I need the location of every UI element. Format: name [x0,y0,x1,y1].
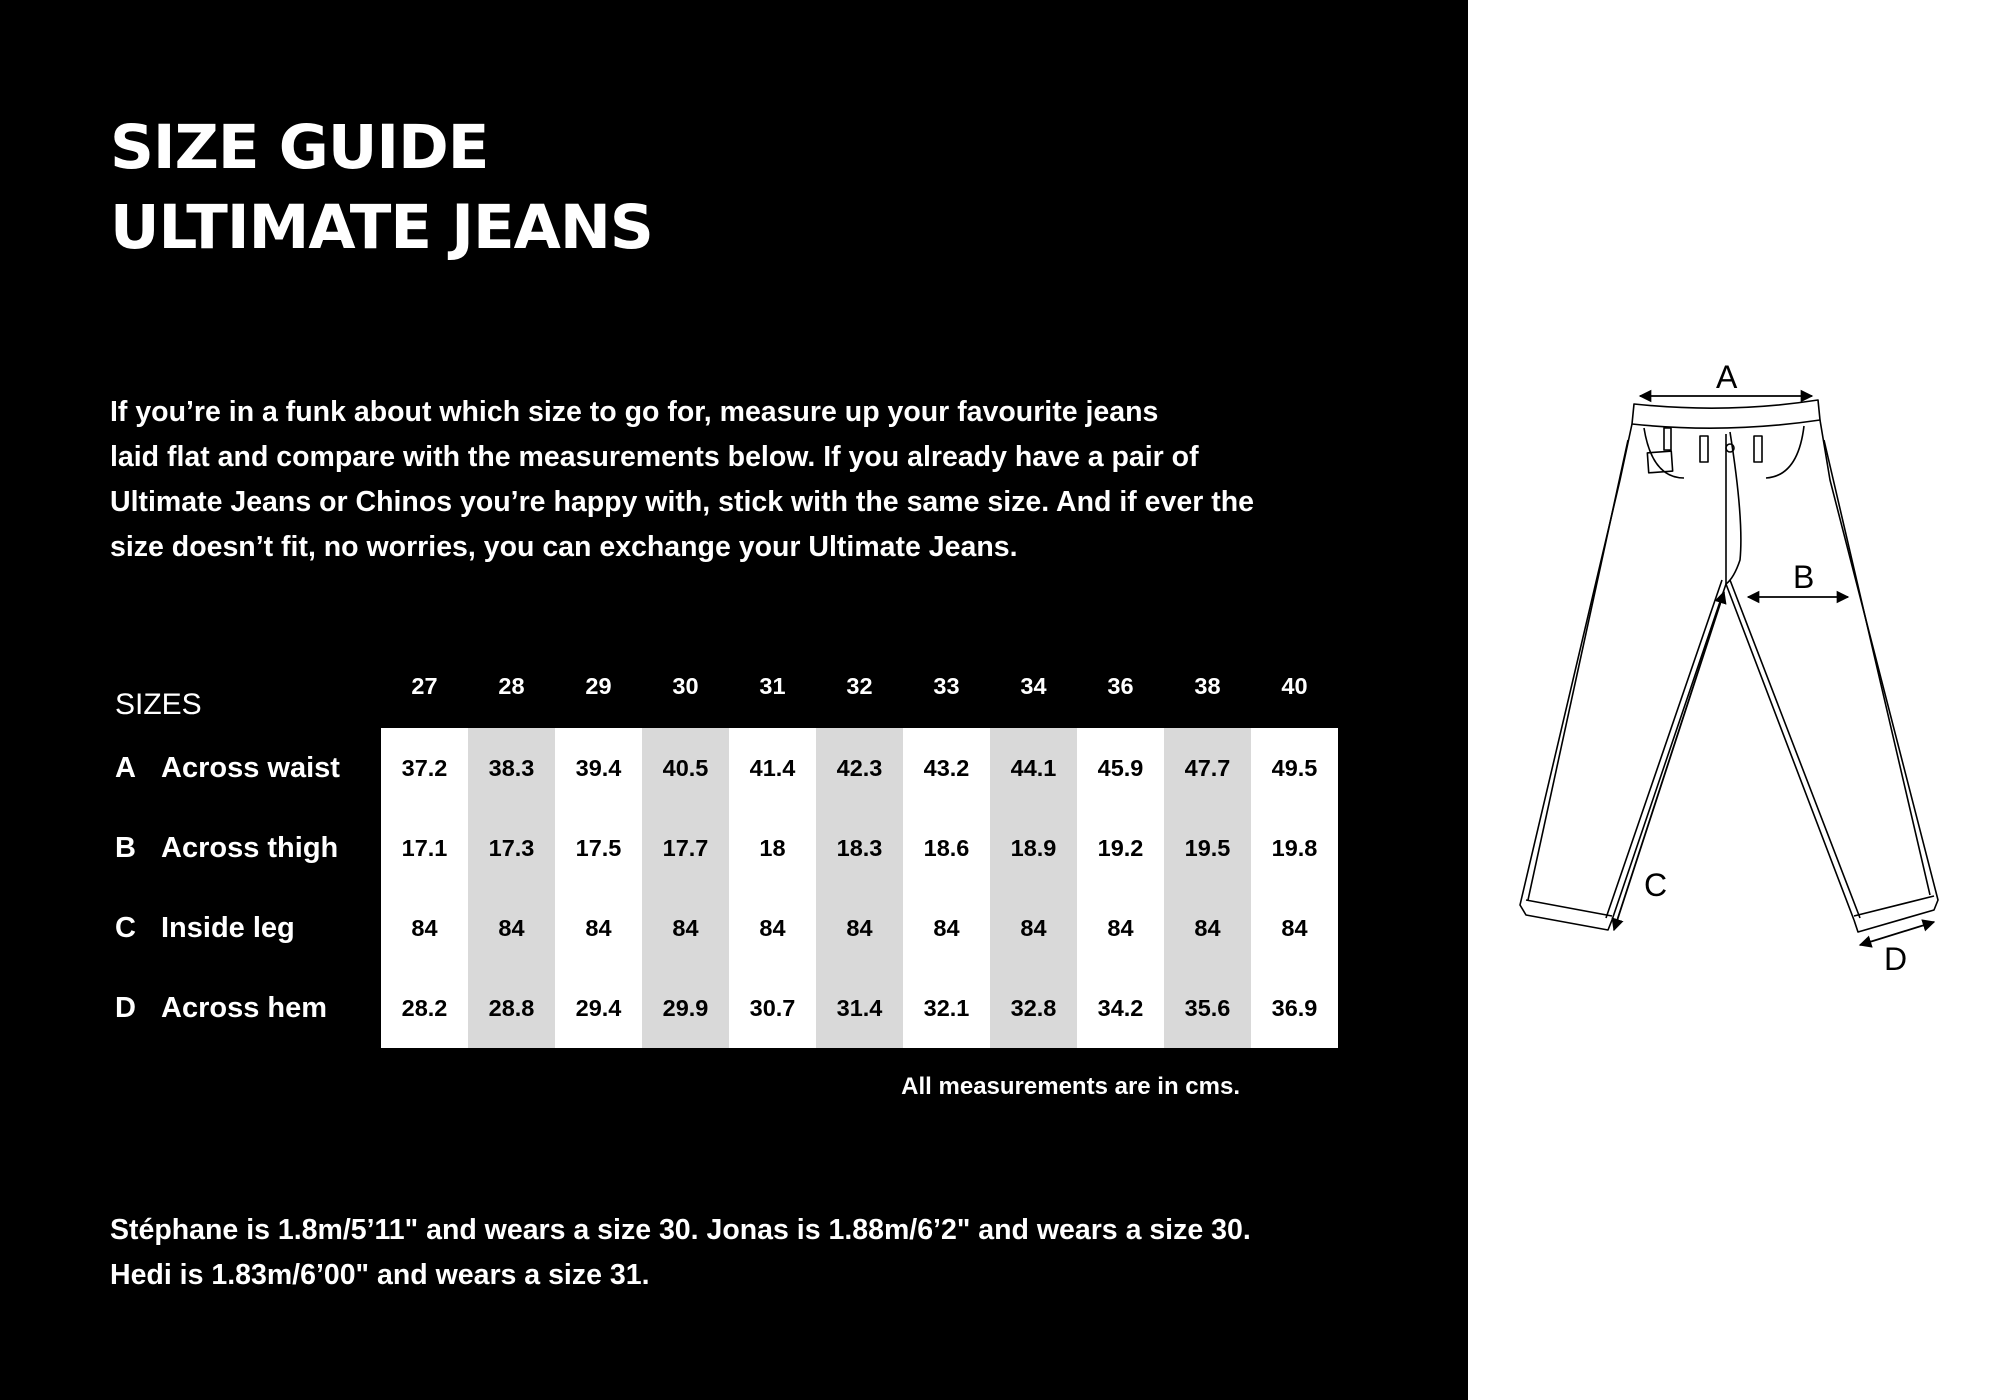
intro-line: laid flat and compare with the measurements below. If you already have a pair of [110,441,1199,473]
measure-c-arrow [1614,592,1724,930]
jeans-measurement-diagram-icon [1468,0,2000,1400]
size-header-34: 34 [1020,673,1047,699]
measurement-cell: 40.5 [662,755,709,781]
size-column-34 [990,728,1077,1048]
measurement-cell: 45.9 [1097,755,1144,781]
measurement-cell: 17.3 [488,835,535,861]
jeans-diagram [1468,0,2000,1400]
measurement-cell: 18.3 [836,835,883,861]
measurement-name: Inside leg [161,912,295,944]
size-column-30 [642,728,729,1048]
measurement-cell: 84 [1107,915,1134,941]
size-header-30: 30 [672,673,699,699]
intro-line: size doesn’t fit, no worries, you can exchange your Ultimate Jeans. [110,531,1018,563]
measurement-cell: 49.5 [1271,755,1318,781]
measurement-name: Across waist [161,752,340,784]
measurement-name: Across thigh [161,832,339,864]
size-column-28 [468,728,555,1048]
size-column-33 [903,728,990,1048]
size-column-27 [381,728,468,1048]
measurement-letter: A [115,752,136,784]
measurement-cell: 84 [1020,915,1047,941]
size-header-28: 28 [498,673,525,699]
measurement-cell: 43.2 [923,755,970,781]
measurement-cell: 84 [498,915,525,941]
measurement-cell: 17.1 [401,835,448,861]
measurement-cell: 28.2 [401,995,448,1021]
label-b: B [1793,559,1815,595]
size-header-27: 27 [411,673,438,699]
measurement-grid [381,728,1338,1048]
measurement-cell: 19.2 [1097,835,1144,861]
size-column-38 [1164,728,1251,1048]
measurement-cell: 28.8 [488,995,535,1021]
measurement-cell: 84 [759,915,786,941]
page-title [110,108,653,268]
measurement-cell: 31.4 [836,995,883,1021]
measurement-cell: 42.3 [836,755,883,781]
intro-text [110,390,1310,570]
measurement-cell: 29.4 [575,995,622,1021]
measurement-cell: 17.5 [575,835,622,861]
measurement-cell: 37.2 [401,755,448,781]
measurement-labels [110,728,340,1048]
size-column-40 [1251,728,1338,1048]
measurement-cell: 30.7 [749,995,796,1021]
measurement-cell: 36.9 [1271,995,1318,1021]
measurement-cell: 84 [411,915,438,941]
size-header-38: 38 [1194,673,1221,699]
measurement-cell: 84 [1194,915,1221,941]
measurement-cell: 84 [585,915,612,941]
measurement-cell: 84 [933,915,960,941]
measurement-cell: 32.1 [923,995,970,1021]
measurement-cell: 29.9 [662,995,709,1021]
size-header-40: 40 [1281,673,1308,699]
model-sizes [110,1208,1251,1298]
measurement-cell: 32.8 [1010,995,1057,1021]
size-header-row [381,660,1338,712]
intro-line: Ultimate Jeans or Chinos you’re happy with, stick with the same size. And if ever the [110,486,1254,518]
measurement-cell: 19.5 [1184,835,1231,861]
size-column-29 [555,728,642,1048]
measurement-cell: 18.9 [1010,835,1057,861]
size-column-31 [729,728,816,1048]
measurement-cell: 84 [1281,915,1308,941]
measurement-label-c [110,888,340,968]
measurement-letter: B [115,832,136,864]
intro-line: If you’re in a funk about which size to go for, measure up your favourite jeans [110,396,1159,428]
size-header-29: 29 [585,673,612,699]
measurement-label-a [110,728,340,808]
measurement-arrows [1614,396,1934,945]
measurement-letter: C [115,912,136,944]
jeans-outline [1520,400,1938,932]
size-column-36 [1077,728,1164,1048]
measurement-cell: 47.7 [1184,755,1231,781]
label-c: C [1644,867,1668,903]
model-line: Stéphane is 1.8m/5’11" and wears a size 30. Jonas is 1.88m/6’2" and wears a size 30. [110,1214,1251,1246]
measurement-cell: 19.8 [1271,835,1318,861]
measurement-cell: 39.4 [575,755,622,781]
measurement-cell: 84 [672,915,699,941]
measurement-cell: 84 [846,915,873,941]
size-header-33: 33 [933,673,960,699]
measurement-cell: 38.3 [488,755,535,781]
size-header-36: 36 [1107,673,1134,699]
measurement-cell: 18.6 [923,835,970,861]
size-header-32: 32 [846,673,873,699]
measurement-cell: 18 [759,835,786,861]
size-column-32 [816,728,903,1048]
units-note: All measurements are in cms. [901,1073,1240,1100]
title-line-2: ULTIMATE JEANS [110,192,653,263]
label-d: D [1884,941,1908,977]
measurement-label-d [110,968,340,1048]
label-a: A [1716,359,1738,395]
measurement-cell: 35.6 [1184,995,1231,1021]
measurement-name: Across hem [161,992,328,1024]
size-header-31: 31 [759,673,786,699]
model-line: Hedi is 1.83m/6’00" and wears a size 31. [110,1259,650,1291]
measurement-letter: D [115,992,136,1024]
measurement-cell: 34.2 [1097,995,1144,1021]
measurement-cell: 41.4 [749,755,796,781]
measurement-cell: 17.7 [662,835,709,861]
measurement-cell: 44.1 [1010,755,1057,781]
sizes-header-label: SIZES [115,688,202,721]
title-line-1: SIZE GUIDE [110,112,489,183]
measurement-label-b [110,808,340,888]
